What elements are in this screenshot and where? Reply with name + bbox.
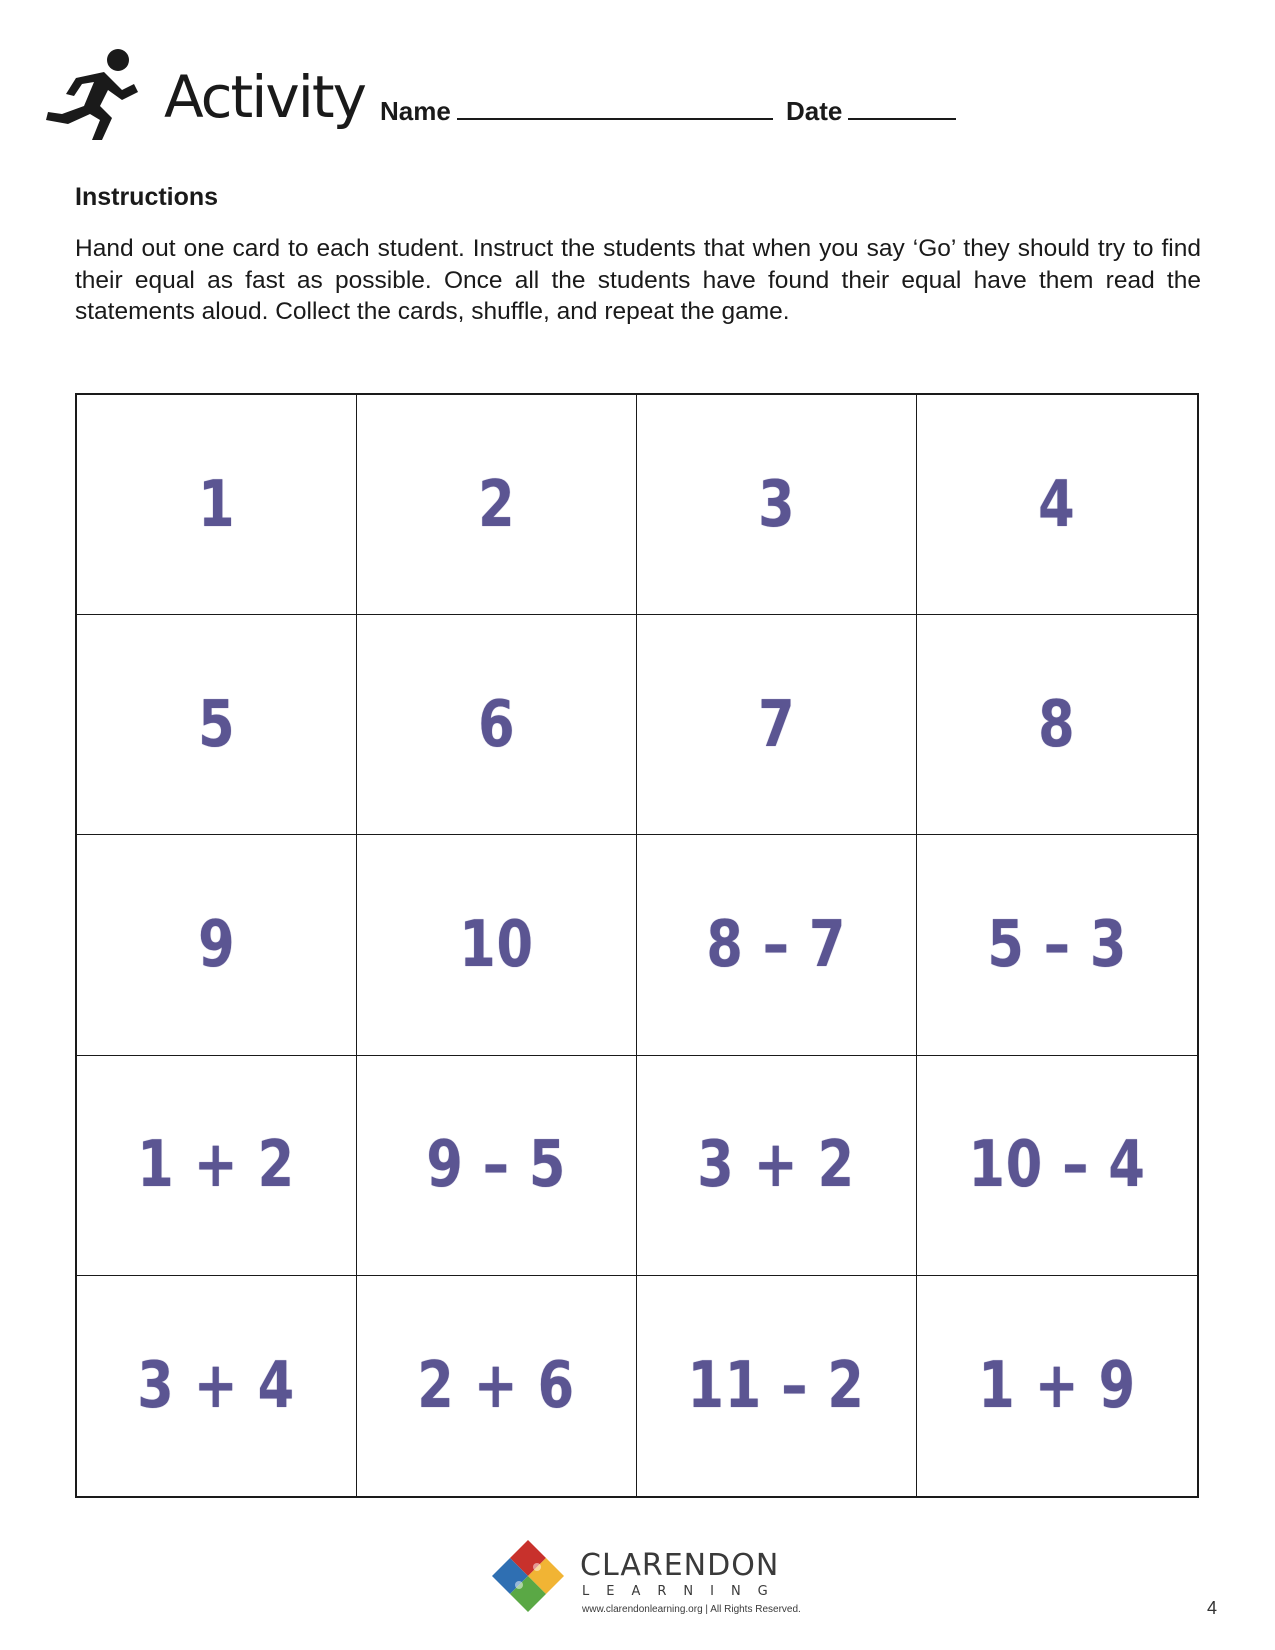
page-number: 4 <box>1207 1598 1218 1618</box>
card <box>357 1056 637 1276</box>
date-label: Date <box>786 96 843 126</box>
card-value: 1 + 9 <box>978 1348 1136 1423</box>
instructions-text: Hand out one card to each student. Instruct the students that when you say ‘Go’ they should try to find their equal as fast as possible. Once all the students have found their equal have them read the statements aloud. Collect the cards, shuffle, and repeat the game. <box>75 235 1201 325</box>
card-value: 2 + 6 <box>417 1348 576 1423</box>
date-field[interactable] <box>786 96 956 127</box>
card-value: 1 <box>197 467 236 542</box>
card-value: 10 <box>459 907 534 982</box>
card-value: 9 – 5 <box>426 1128 567 1203</box>
date-blank-line[interactable] <box>848 98 956 120</box>
brand-subtitle: LEARNING <box>582 1584 785 1599</box>
card <box>357 615 637 835</box>
card <box>77 615 357 835</box>
card-value: 3 + 4 <box>137 1348 296 1423</box>
card-value: 2 <box>477 467 516 542</box>
brand-name: CLARENDON <box>580 1548 780 1583</box>
card-value: 4 <box>1038 467 1076 542</box>
name-field[interactable] <box>380 96 773 127</box>
card <box>917 1056 1197 1276</box>
card <box>637 835 917 1055</box>
card <box>637 615 917 835</box>
card-value: 1 + 2 <box>137 1128 296 1203</box>
card <box>357 835 637 1055</box>
card <box>637 1276 917 1496</box>
card-value: 5 – 3 <box>987 907 1127 982</box>
card <box>357 395 637 615</box>
name-label: Name <box>380 96 451 126</box>
puzzle-logo-icon <box>488 1536 568 1616</box>
card-value: 8 <box>1038 687 1076 762</box>
card <box>917 1276 1197 1496</box>
card <box>917 395 1197 615</box>
card-value: 10 – 4 <box>968 1128 1146 1203</box>
card <box>77 395 357 615</box>
card <box>357 1276 637 1496</box>
card-value: 8 – 7 <box>706 907 847 982</box>
brand-url: www.clarendonlearning.org | All Rights Reserved. <box>582 1604 801 1615</box>
card-value: 7 <box>757 687 796 762</box>
card-value: 3 <box>757 467 796 542</box>
card-grid <box>75 393 1199 1498</box>
card-value: 3 + 2 <box>697 1128 856 1203</box>
card-value: 11 – 2 <box>687 1348 866 1423</box>
card <box>77 835 357 1055</box>
card <box>77 1056 357 1276</box>
instructions-heading: Instructions <box>75 183 219 211</box>
card-value: 5 <box>197 687 236 762</box>
card <box>637 1056 917 1276</box>
name-blank-line[interactable] <box>457 98 773 120</box>
card <box>637 395 917 615</box>
card <box>917 615 1197 835</box>
card <box>77 1276 357 1496</box>
running-person-icon <box>46 48 146 140</box>
page-title: Activity <box>164 63 365 131</box>
card-value: 6 <box>477 687 516 762</box>
card-value: 9 <box>197 907 236 982</box>
clarendon-logo <box>488 1536 801 1620</box>
card <box>917 835 1197 1055</box>
page-header <box>46 44 1146 144</box>
